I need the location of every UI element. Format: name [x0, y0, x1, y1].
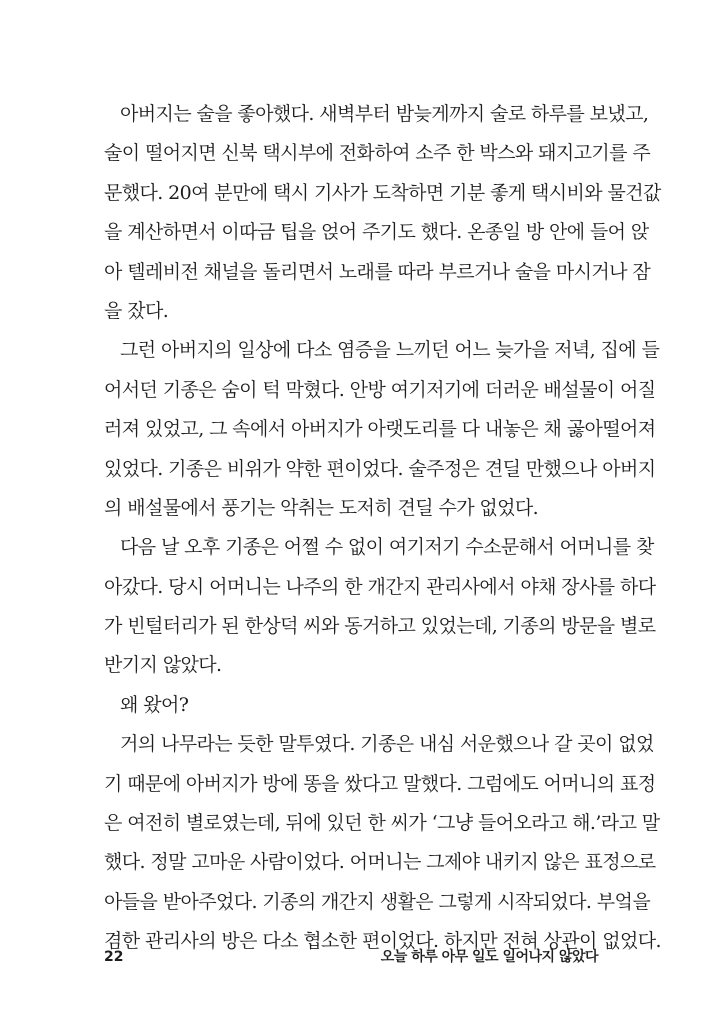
text-line: 아버지는 술을 좋아했다. 새벽부터 밤늦게까지 술로 하루를 보냈고,: [120, 103, 649, 125]
text-line: 아 텔레비전 채널을 돌리면서 노래를 따라 부르거나 술을 마시거나 잠: [104, 260, 651, 283]
text-line: 은 여전히 별로였는데, 뒤에 있던 한 씨가 ‘그냥 들어오라고 해.’라고 말: [104, 812, 660, 835]
text-line: 그런 아버지의 일상에 다소 염증을 느끼던 어느 늦가을 저녁, 집에 들: [120, 339, 660, 362]
text-line: 겸한 관리사의 방은 다소 협소한 편이었다. 하지만 전혀 상관이 없었다.: [104, 930, 661, 953]
text-line: 있었다. 기종은 비위가 약한 편이었다. 술주정은 견딜 만했으나 아버지: [104, 457, 656, 480]
text-line: 반기지 않았다.: [104, 654, 222, 677]
text-line: 거의 나무라는 듯한 말투였다. 기종은 내심 서운했으나 갈 곳이 없었: [120, 733, 654, 756]
text-line: 을 잤다.: [104, 299, 169, 322]
text-line: 술이 떨어지면 신북 택시부에 전화하여 소주 한 박스와 돼지고기를 주: [104, 142, 651, 165]
text-line: 어서던 기종은 숨이 턱 막혔다. 안방 여기저기에 더러운 배설물이 어질: [104, 378, 656, 401]
text-line: 아갔다. 당시 어머니는 나주의 한 개간지 관리사에서 야채 장사를 하다: [104, 575, 656, 598]
body-text: [104, 95, 661, 962]
text-line: 문했다. 20여 분만에 택시 기사가 도착하면 기분 좋게 택시비와 물건값: [104, 181, 661, 204]
text-line: 기 때문에 아버지가 방에 똥을 쌌다고 말했다. 그럼에도 어머니의 표정: [104, 772, 656, 795]
text-line: 러져 있었고, 그 속에서 아버지가 아랫도리를 다 내놓은 채 곯아떨어져: [104, 418, 656, 441]
text-line: 했다. 정말 고마운 사람이었다. 어머니는 그제야 내키지 않은 표정으로: [104, 851, 656, 874]
text-line: 을 계산하면서 이따금 팁을 얹어 주기도 했다. 온종일 방 안에 들어 앉: [104, 221, 649, 244]
text-line: 의 배설물에서 풍기는 악취는 도저히 견딜 수가 없었다.: [104, 496, 539, 519]
page-footer: [104, 945, 598, 969]
running-title: 오늘 하루 아무 일도 일어나지 않았다: [380, 949, 598, 965]
page-number: 22: [104, 949, 124, 965]
text-line: 아들을 받아주었다. 기종의 개간지 생활은 그렇게 시작되었다. 부엌을: [104, 890, 651, 913]
text-line: 가 빈털터리가 된 한상덕 씨와 동거하고 있었는데, 기종의 방문을 별로: [104, 615, 656, 638]
text-line: 다음 날 오후 기종은 어쩔 수 없이 여기저기 수소문해서 어머니를 찾: [120, 536, 654, 559]
dialogue-line: 왜 왔어?: [120, 693, 189, 716]
